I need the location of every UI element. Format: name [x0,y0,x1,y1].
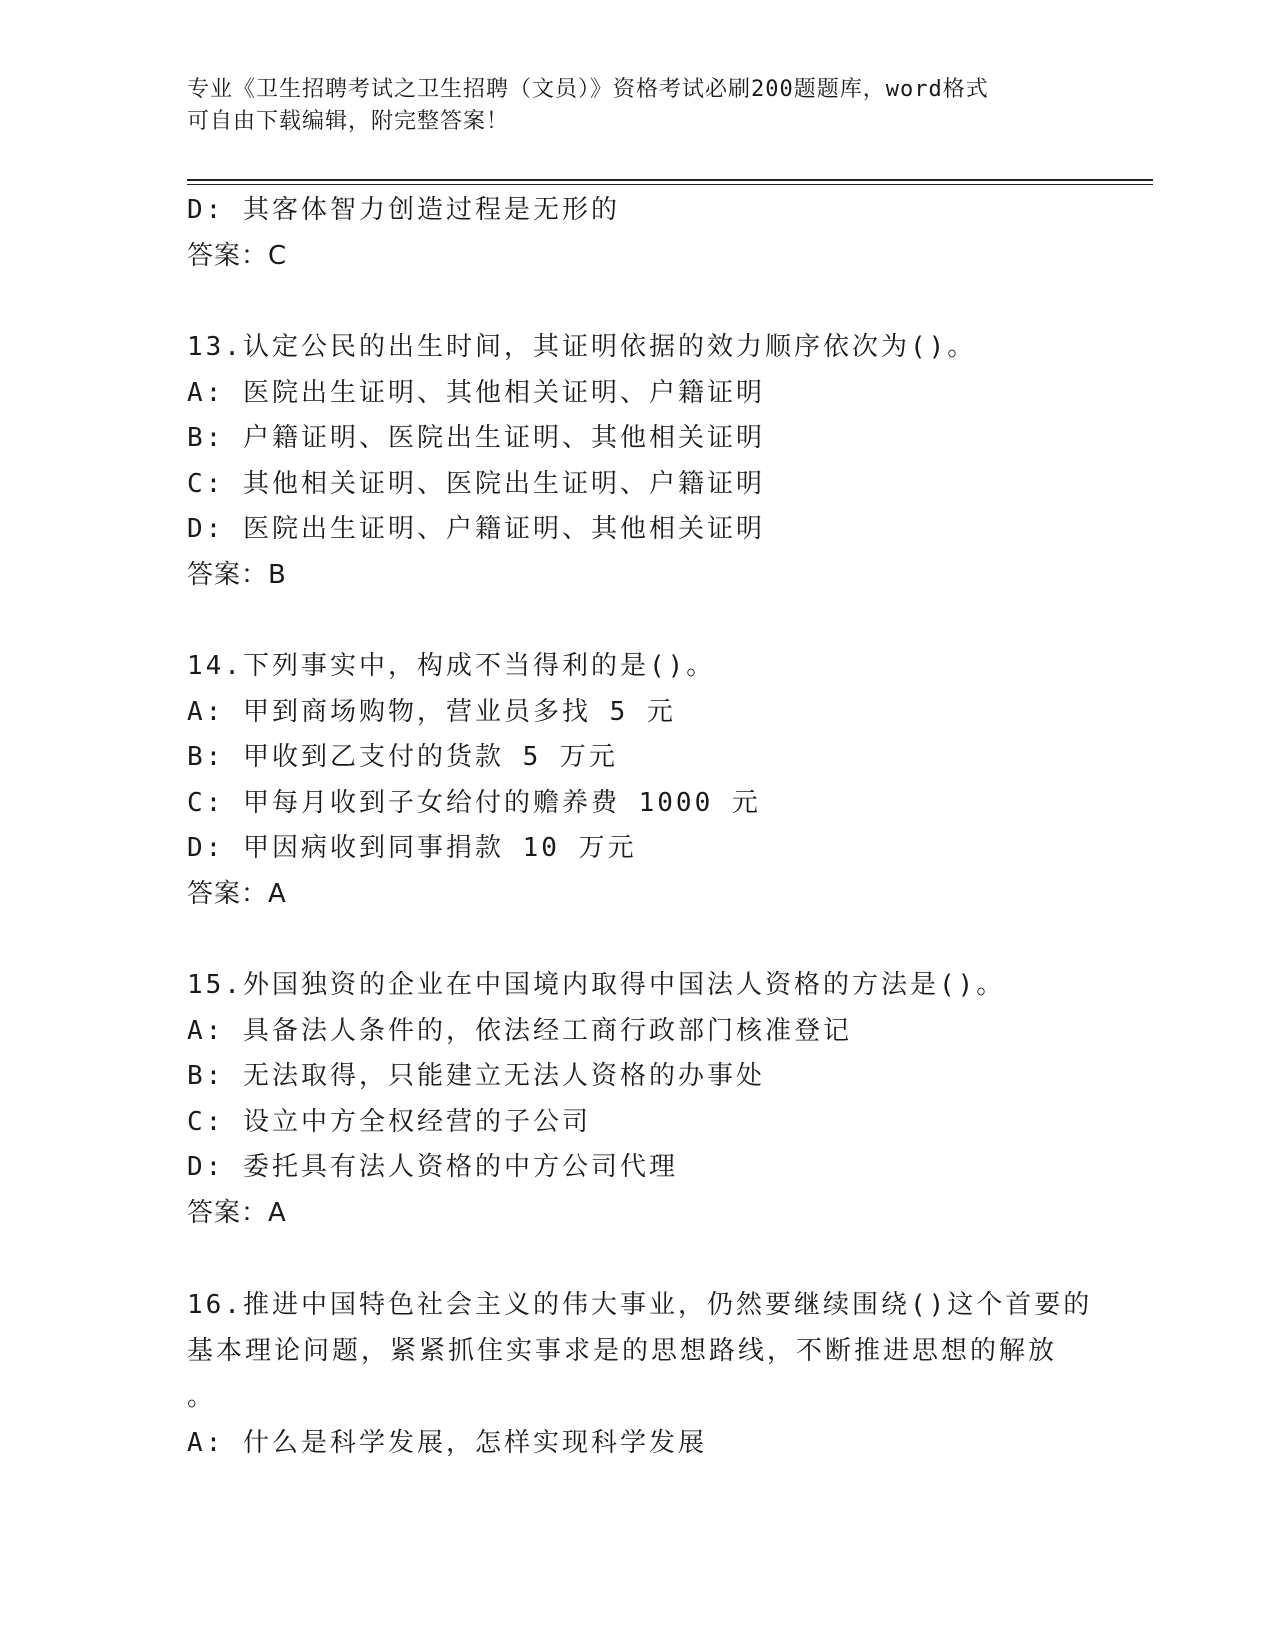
spacer [187,1236,1087,1282]
header-divider-thick [187,179,1153,181]
option-a: A: 什么是科学发展，怎样实现科学发展 [187,1428,707,1458]
document-body [187,188,1093,1466]
option-d: D: 甲因病收到同事捐款 10 万元 [187,833,637,863]
header-divider-thin [187,184,1153,185]
option-a: A: 具备法人条件的，依法经工商行政部门核准登记 [187,1015,852,1046]
option-c: C: 甲每月收到子女给付的赡养费 1000 元 [187,787,761,818]
option-b: B: 甲收到乙支付的货款 5 万元 [187,742,618,772]
question-stem: 14.下列事实中，构成不当得利的是()。 [187,651,716,681]
page-header [187,74,1087,138]
question-stem-line-3: 。 [187,1382,217,1412]
question-stem: 13.认定公民的出生时间，其证明依据的效力顺序依次为()。 [187,332,977,362]
question-12-tail [187,188,1087,279]
option-a: A: 甲到商场购物，营业员多找 5 元 [187,696,676,727]
question-stem-line-2: 基本理论问题，紧紧抓住实事求是的思想路线，不断推进思想的解放 [187,1336,1058,1366]
option-d: D: 医院出生证明、户籍证明、其他相关证明 [187,514,765,544]
question-16 [187,1282,1093,1466]
spacer [187,598,1087,644]
option-b: B: 户籍证明、医院出生证明、其他相关证明 [187,423,765,453]
question-stem-line-1: 16.推进中国特色社会主义的伟大事业，仍然要继续围绕()这个首要的 [187,1290,1093,1320]
option-d: D: 其客体智力创造过程是无形的 [187,195,620,225]
answer-line: 答案：A [187,878,287,909]
option-d: D: 委托具有法人资格的中方公司代理 [187,1152,678,1182]
option-c: C: 其他相关证明、医院出生证明、户籍证明 [187,468,765,499]
answer-line: 答案：B [187,559,287,590]
header-title-line-2: 可自由下载编辑，附完整答案！ [187,109,510,134]
answer-line: 答案：C [187,240,288,271]
spacer [187,279,1087,325]
option-c: C: 设立中方全权经营的子公司 [187,1106,591,1137]
answer-line: 答案：A [187,1197,287,1228]
question-13 [187,325,1087,598]
header-title-line-1: 专业《卫生招聘考试之卫生招聘（文员）》资格考试必刷200题题库，word格式 [187,77,989,102]
option-b: B: 无法取得，只能建立无法人资格的办事处 [187,1061,765,1091]
question-stem: 15.外国独资的企业在中国境内取得中国法人资格的方法是()。 [187,970,1006,1000]
question-14 [187,644,1087,917]
spacer [187,917,1087,963]
question-15 [187,963,1087,1236]
option-a: A: 医院出生证明、其他相关证明、户籍证明 [187,377,765,408]
